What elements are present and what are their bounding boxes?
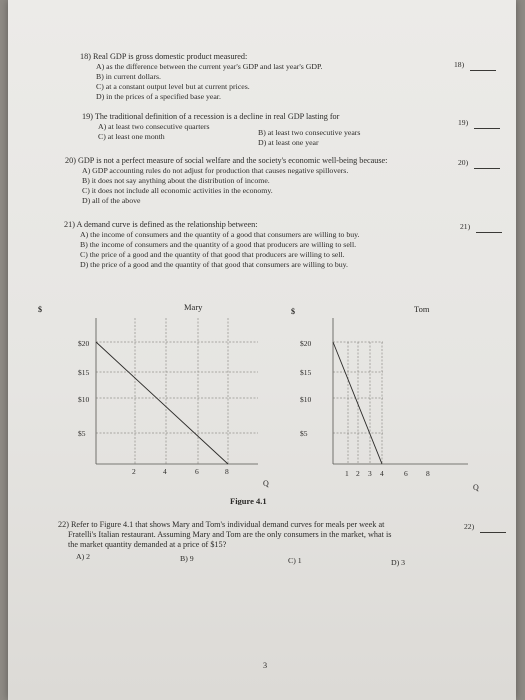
question-stem-line: 22) Refer to Figure 4.1 that shows Mary and Tom's individual demand curves for meals per week at: [58, 520, 385, 529]
x-tick-label: 6: [404, 469, 408, 478]
page-number: 3: [263, 661, 268, 670]
x-tick-label: 4: [380, 469, 384, 478]
question-stem: 20) GDP is not a perfect measure of social welfare and the society's economic well-being because:: [65, 156, 388, 165]
x-tick-label: 2: [132, 467, 136, 476]
answer-blank[interactable]: [476, 232, 502, 233]
x-tick-label: 8: [426, 469, 430, 478]
figure-caption: Figure 4.1: [230, 496, 267, 505]
mary-demand-graph: [38, 302, 269, 488]
option-a: A) 2: [76, 552, 91, 561]
question-stem-line: Fratelli's Italian restaurant. Assuming Mary and Tom are the only consumers in the market, what is: [68, 530, 392, 539]
y-tick-label: $20: [300, 339, 312, 348]
answer-blank[interactable]: [474, 128, 500, 129]
x-tick-label: 4: [163, 467, 167, 476]
exam-page: [8, 0, 516, 700]
option-c: C) at a constant output level but at current prices.: [96, 82, 250, 91]
y-tick-label: $20: [78, 339, 90, 348]
answer-blank[interactable]: [474, 168, 500, 169]
answer-label: 22): [464, 522, 475, 531]
x-tick-label: 3: [368, 469, 372, 478]
y-axis-symbol: $: [38, 305, 42, 314]
option-b: B) the income of consumers and the quantity of a good that producers are willing to sell.: [80, 240, 357, 249]
tom-demand-graph: [291, 304, 479, 492]
question-stem: 18) Real GDP is gross domestic product measured:: [80, 52, 248, 61]
option-b: B) in current dollars.: [96, 72, 161, 81]
option-a: A) GDP accounting rules do not adjust for production that causes negative spillovers.: [82, 166, 349, 175]
grid: [96, 318, 258, 464]
mary-demand-curve: [96, 342, 228, 464]
x-tick-label: 6: [195, 467, 199, 476]
x-tick-label: 8: [225, 467, 229, 476]
question-stem: 19) The traditional definition of a recession is a decline in real GDP lasting for: [82, 112, 340, 121]
graph-title: Tom: [414, 304, 430, 314]
x-tick-label: 1: [345, 469, 349, 478]
option-d: D) 3: [391, 558, 406, 567]
answer-blank[interactable]: [480, 532, 506, 533]
option-a: A) the income of consumers and the quantity of a good that consumers are willing to buy.: [80, 230, 360, 239]
tom-demand-curve: [333, 342, 382, 464]
option-d: D) all of the above: [82, 196, 141, 205]
x-axis-symbol: Q: [263, 479, 269, 488]
graph-title: Mary: [184, 302, 203, 312]
y-axis-symbol: $: [291, 307, 295, 316]
option-c: C) 1: [288, 556, 302, 565]
y-tick-label: $5: [78, 429, 86, 438]
option-d: D) the price of a good and the quantity of that good that consumers are willing to buy.: [80, 260, 348, 269]
question-stem: 21) A demand curve is defined as the relationship between:: [64, 220, 258, 229]
question-stem-line: the market quantity demanded at a price of $15?: [68, 540, 227, 549]
answer-label: 21): [460, 222, 471, 231]
answer-label: 18): [454, 60, 465, 69]
answer-blank[interactable]: [470, 70, 496, 71]
y-tick-label: $15: [78, 368, 90, 377]
option-b: B) at least two consecutive years: [258, 128, 361, 137]
y-tick-label: $15: [300, 368, 312, 377]
y-tick-label: $10: [78, 395, 90, 404]
option-c: C) the price of a good and the quantity of that good that producers are willing to sell.: [80, 250, 345, 259]
option-b: B) 9: [180, 554, 194, 563]
option-b: B) it does not say anything about the distribution of income.: [82, 176, 270, 185]
option-d: D) in the prices of a specified base year.: [96, 92, 221, 101]
figure-4-1: [8, 290, 516, 505]
option-a: A) at least two consecutive quarters: [98, 122, 210, 131]
y-tick-label: $5: [300, 429, 308, 438]
answer-label: 19): [458, 118, 469, 127]
option-a: A) as the difference between the current year's GDP and last year's GDP.: [96, 62, 323, 71]
option-c: C) it does not include all economic activities in the economy.: [82, 186, 273, 195]
answer-label: 20): [458, 158, 469, 167]
x-tick-label: 2: [356, 469, 360, 478]
option-d: D) at least one year: [258, 138, 319, 147]
option-c: C) at least one month: [98, 132, 165, 141]
y-tick-label: $10: [300, 395, 312, 404]
x-axis-symbol: Q: [473, 483, 479, 492]
